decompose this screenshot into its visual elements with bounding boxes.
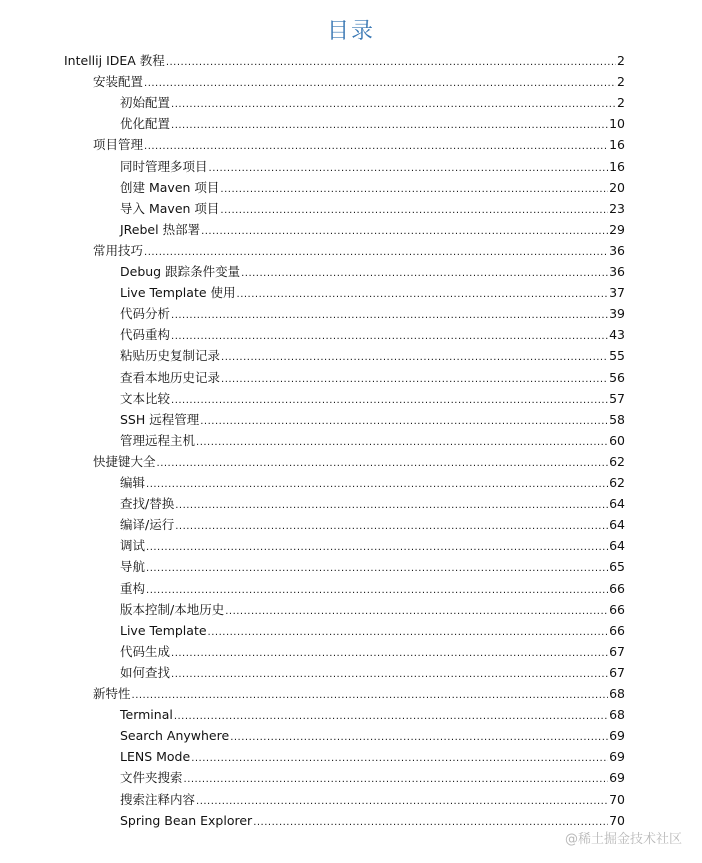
toc-entry[interactable] bbox=[93, 451, 625, 472]
toc-entry[interactable] bbox=[120, 113, 625, 134]
toc-entry[interactable] bbox=[120, 388, 625, 409]
toc-entry-page: 66 bbox=[609, 601, 625, 617]
toc-dot-leader bbox=[225, 601, 608, 622]
toc-dot-leader bbox=[191, 748, 608, 769]
watermark: @稀土掘金技术社区 bbox=[564, 832, 682, 847]
toc-dot-leader bbox=[200, 411, 608, 432]
toc-entry-label: LENS Mode bbox=[120, 749, 191, 765]
toc-dot-leader bbox=[221, 347, 608, 368]
toc-entry-label: Live Template bbox=[120, 622, 207, 638]
toc-entry-label: 常用技巧 bbox=[93, 242, 144, 258]
toc-entry[interactable] bbox=[120, 324, 625, 345]
toc-entry[interactable] bbox=[120, 662, 625, 683]
toc-entry-page: 65 bbox=[609, 559, 625, 575]
toc-entry-label: 调试 bbox=[120, 538, 146, 554]
toc-entry-page: 16 bbox=[609, 137, 625, 153]
toc-entry-page: 43 bbox=[609, 327, 625, 343]
toc-entry[interactable] bbox=[120, 261, 625, 282]
toc-entry-page: 16 bbox=[609, 158, 625, 174]
toc-entry[interactable] bbox=[120, 303, 625, 324]
toc-entry[interactable] bbox=[120, 556, 625, 577]
toc-entry-page: 68 bbox=[609, 686, 625, 701]
toc-dot-leader bbox=[184, 769, 609, 790]
toc-entry[interactable] bbox=[120, 789, 625, 810]
toc-entry-page: 69 bbox=[609, 749, 625, 765]
toc-dot-leader bbox=[221, 369, 608, 390]
toc-dot-leader bbox=[146, 474, 608, 495]
toc-entry-label: 创建 Maven 项目 bbox=[120, 179, 220, 195]
toc-entry-label: 新特性 bbox=[93, 686, 131, 701]
toc-entry-page: 67 bbox=[609, 643, 625, 659]
toc-entry-page: 70 bbox=[609, 812, 625, 828]
toc-entry-page: 69 bbox=[609, 728, 625, 744]
toc-dot-leader bbox=[166, 52, 616, 73]
toc-dot-leader bbox=[146, 558, 608, 579]
toc-entry-page: 2 bbox=[617, 95, 625, 111]
toc-entry-page: 56 bbox=[609, 369, 625, 385]
toc-entry-page: 2 bbox=[617, 74, 625, 90]
toc-entry-label: 快捷键大全 bbox=[93, 453, 156, 469]
toc-entry-label: 编译/运行 bbox=[120, 517, 175, 533]
toc-entry[interactable] bbox=[120, 578, 625, 599]
toc-entry-label: 搜索注释内容 bbox=[120, 791, 196, 807]
toc-entry-page: 10 bbox=[609, 116, 625, 132]
toc-entry-page: 2 bbox=[617, 53, 625, 68]
toc-entry-page: 58 bbox=[609, 411, 625, 427]
toc-entry[interactable] bbox=[120, 345, 625, 366]
toc-entry[interactable] bbox=[120, 177, 625, 198]
toc-entry-label: 初始配置 bbox=[120, 95, 171, 111]
toc-entry-label: SSH 远程管理 bbox=[120, 411, 200, 427]
toc-entry[interactable] bbox=[120, 514, 625, 535]
toc-entry-page: 29 bbox=[609, 221, 625, 237]
toc-entry-label: 导入 Maven 项目 bbox=[120, 200, 220, 216]
toc-entry-label: 导航 bbox=[120, 559, 146, 575]
toc-dot-leader bbox=[174, 706, 608, 727]
toc-entry[interactable] bbox=[120, 620, 625, 641]
toc-dot-leader bbox=[253, 812, 608, 833]
toc-entry-page: 67 bbox=[609, 664, 625, 680]
toc-entry-label: Search Anywhere bbox=[120, 728, 230, 744]
toc-entry-label: 项目管理 bbox=[93, 137, 144, 153]
toc-dot-leader bbox=[144, 136, 608, 157]
toc-entry-page: 55 bbox=[609, 348, 625, 364]
toc-entry-page: 36 bbox=[609, 264, 625, 279]
toc-entry-page: 69 bbox=[609, 770, 625, 786]
toc-entry-label: 版本控制/本地历史 bbox=[120, 601, 225, 617]
toc-dot-leader bbox=[220, 179, 608, 200]
toc-dot-leader bbox=[171, 305, 608, 326]
toc-dot-leader bbox=[146, 537, 608, 558]
toc-entry-label: 文本比较 bbox=[120, 390, 171, 406]
toc-entry-label: Debug 跟踪条件变量 bbox=[120, 264, 241, 279]
toc-dot-leader bbox=[175, 516, 608, 537]
toc-entry[interactable] bbox=[120, 198, 625, 219]
toc-entry-page: 64 bbox=[609, 496, 625, 512]
toc-entry-page: 66 bbox=[609, 622, 625, 638]
toc-dot-leader bbox=[144, 242, 608, 263]
toc-entry[interactable] bbox=[93, 134, 625, 155]
toc-entry-page: 57 bbox=[609, 390, 625, 406]
toc-entry[interactable] bbox=[120, 92, 625, 113]
toc-dot-leader bbox=[171, 664, 608, 685]
toc-dot-leader bbox=[175, 495, 608, 516]
toc-dot-leader bbox=[201, 221, 608, 242]
toc-entry-page: 62 bbox=[609, 475, 625, 490]
toc-dot-leader bbox=[241, 263, 608, 284]
toc-entry-label: Terminal bbox=[120, 707, 173, 723]
toc-dot-leader bbox=[144, 73, 616, 94]
toc-entry[interactable] bbox=[93, 71, 625, 92]
toc-entry-page: 64 bbox=[609, 538, 625, 554]
toc-dot-leader bbox=[171, 94, 616, 115]
toc-dot-leader bbox=[220, 200, 608, 221]
toc-dot-leader bbox=[157, 453, 609, 474]
toc-entry[interactable] bbox=[120, 746, 625, 767]
toc-entry[interactable] bbox=[120, 641, 625, 662]
toc-dot-leader bbox=[171, 326, 608, 347]
toc-entry-label: 同时管理多项目 bbox=[120, 158, 208, 174]
toc-dot-leader bbox=[146, 580, 608, 601]
toc-entry-label: 代码生成 bbox=[120, 643, 171, 659]
toc-entry-label: 代码重构 bbox=[120, 327, 171, 343]
toc-entry-page: 62 bbox=[609, 453, 625, 469]
toc-entry-label: 管理远程主机 bbox=[120, 432, 196, 448]
toc-entry-label: 粘贴历史复制记录 bbox=[120, 348, 221, 364]
toc-entry[interactable] bbox=[93, 683, 625, 704]
toc-entry-label: 如何查找 bbox=[120, 664, 171, 680]
toc-entry-label: Spring Bean Explorer bbox=[120, 812, 253, 828]
toc-entry[interactable] bbox=[120, 725, 625, 746]
toc-dot-leader bbox=[171, 643, 608, 664]
toc-entry-page: 20 bbox=[609, 179, 625, 195]
toc-entry-label: 优化配置 bbox=[120, 116, 171, 132]
page-title: 目录 bbox=[326, 19, 375, 44]
toc-dot-leader bbox=[132, 685, 609, 706]
toc-entry-label: 重构 bbox=[120, 580, 146, 596]
toc-entry[interactable] bbox=[93, 240, 625, 261]
toc-entry[interactable] bbox=[120, 472, 625, 493]
toc-dot-leader bbox=[230, 727, 608, 748]
toc-dot-leader bbox=[171, 390, 608, 411]
toc-entry[interactable] bbox=[120, 156, 625, 177]
toc-entry[interactable] bbox=[120, 704, 625, 725]
toc-entry-page: 60 bbox=[609, 432, 625, 448]
toc-entry-label: 查找/替换 bbox=[120, 496, 175, 512]
toc-dot-leader bbox=[196, 432, 608, 453]
toc-dot-leader bbox=[237, 284, 609, 305]
toc-entry[interactable] bbox=[120, 430, 625, 451]
toc-dot-leader bbox=[196, 791, 608, 812]
toc-entry[interactable] bbox=[120, 767, 625, 788]
toc-dot-leader bbox=[209, 158, 609, 179]
toc-entry[interactable] bbox=[120, 219, 625, 240]
toc-dot-leader bbox=[208, 622, 609, 643]
toc-entry-label: 安装配置 bbox=[93, 74, 144, 90]
toc-entry[interactable] bbox=[120, 493, 625, 514]
toc-entry-page: 39 bbox=[609, 306, 625, 322]
toc-entry-label: JRebel 热部署 bbox=[120, 221, 201, 237]
toc-entry[interactable] bbox=[64, 50, 625, 71]
toc-entry[interactable] bbox=[120, 409, 625, 430]
toc-entry-page: 68 bbox=[609, 707, 625, 723]
toc-entry-page: 64 bbox=[609, 517, 625, 533]
toc-entry[interactable] bbox=[120, 282, 625, 303]
toc-entry[interactable] bbox=[120, 535, 625, 556]
toc-entry-page: 37 bbox=[609, 285, 625, 301]
toc-entry-label: 文件夹搜索 bbox=[120, 770, 183, 786]
toc-entry-page: 66 bbox=[609, 580, 625, 596]
toc-entry[interactable] bbox=[120, 367, 625, 388]
toc-entry-page: 36 bbox=[609, 242, 625, 258]
toc-entry[interactable] bbox=[120, 810, 625, 831]
toc-entry-page: 23 bbox=[609, 200, 625, 216]
toc-entry-label: Intellij IDEA 教程 bbox=[64, 53, 165, 68]
toc-entry-label: 编辑 bbox=[120, 475, 146, 490]
toc-entry-label: Live Template 使用 bbox=[120, 285, 236, 301]
toc-entry-label: 查看本地历史记录 bbox=[120, 369, 221, 385]
toc-entry[interactable] bbox=[120, 599, 625, 620]
toc-entry-label: 代码分析 bbox=[120, 306, 171, 322]
toc-entry-page: 70 bbox=[609, 791, 625, 807]
toc-dot-leader bbox=[171, 115, 608, 136]
